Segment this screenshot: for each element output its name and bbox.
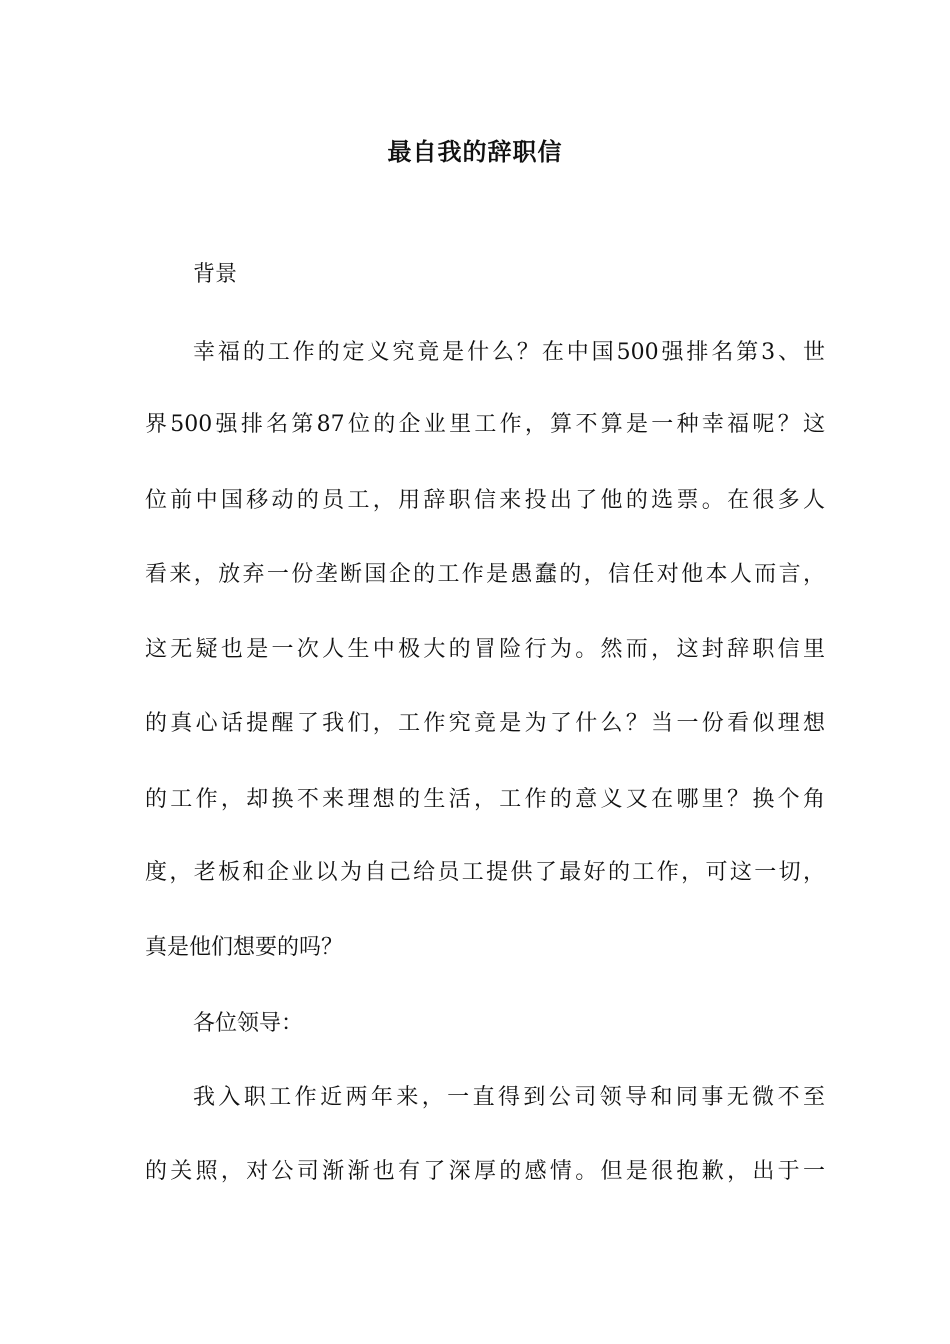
paragraph-line: 界500强排名第87位的企业里工作，算不算是一种幸福呢？这 <box>145 412 825 437</box>
paragraph-line: 的关照，对公司渐渐也有了深厚的感情。但是很抱歉，出于一 <box>145 1159 825 1184</box>
paragraph-line: 真是他们想要的吗？ <box>145 935 344 960</box>
paragraph-line: 幸福的工作的定义究竟是什么？在中国500强排名第3、世 <box>193 340 825 365</box>
salutation: 各位领导： <box>193 1011 304 1036</box>
paragraph-line: 位前中国移动的员工，用辞职信来投出了他的选票。在很多人 <box>145 488 825 513</box>
paragraph-line: 的工作，却换不来理想的生活，工作的意义又在哪里？换个角 <box>145 787 825 812</box>
paragraph-line: 看来，放弃一份垄断国企的工作是愚蠢的，信任对他本人而言， <box>145 562 825 587</box>
paragraph-line: 的真心话提醒了我们，工作究竟是为了什么？当一份看似理想 <box>145 711 825 736</box>
document-title: 最自我的辞职信 <box>387 137 563 166</box>
paragraph-line: 我入职工作近两年来，一直得到公司领导和同事无微不至 <box>193 1085 825 1110</box>
paragraph-line: 度，老板和企业以为自己给员工提供了最好的工作，可这一切， <box>145 860 825 885</box>
heading-background: 背景 <box>193 262 238 287</box>
paragraph-line: 这无疑也是一次人生中极大的冒险行为。然而，这封辞职信里 <box>145 637 825 662</box>
